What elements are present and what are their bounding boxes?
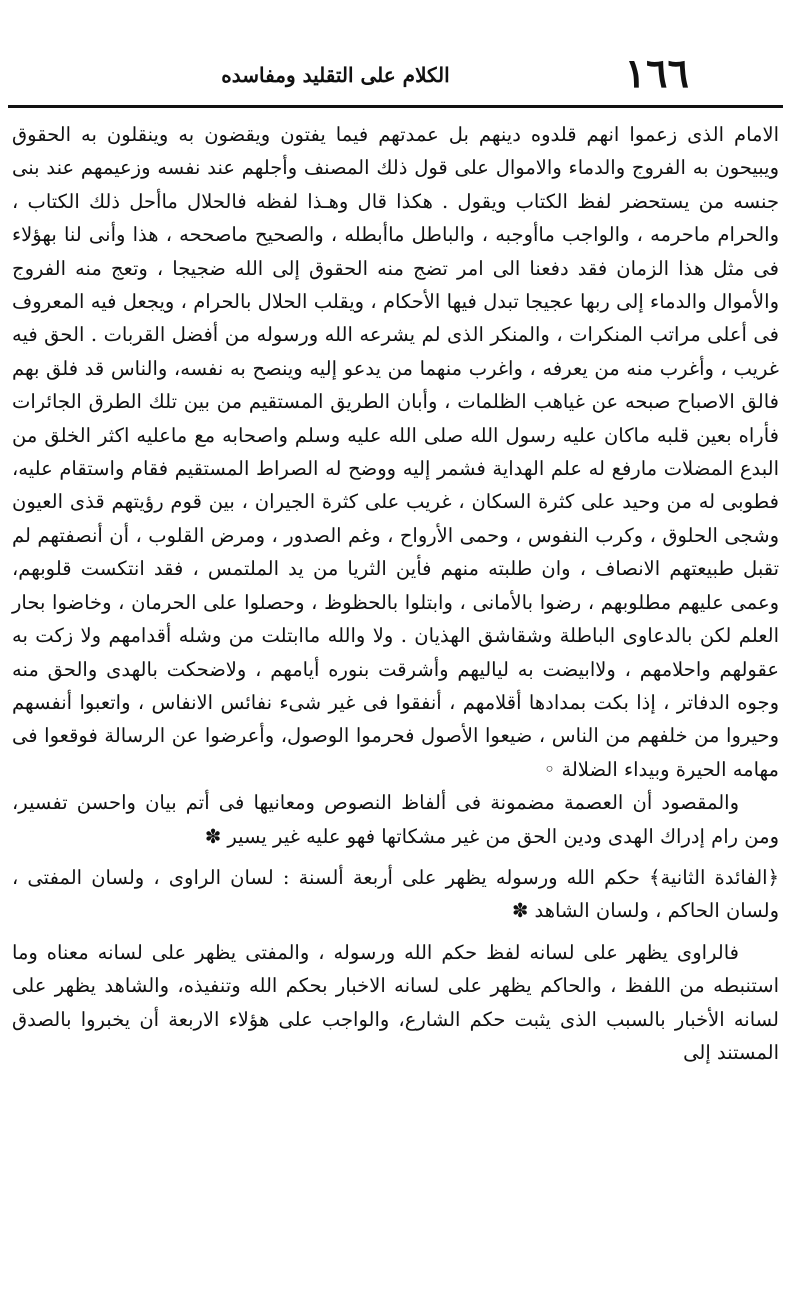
- running-title: الكلام على التقليد ومفاسده: [221, 63, 450, 87]
- section-heading-paragraph: ﴿الفائدة الثانية﴾ حكم الله ورسوله يظهر على أربعة ألسنة : لسان الراوى ، ولسان المفتى ، ولسان الحاكم ، ولسان الشاهد ✽: [12, 865, 779, 923]
- header-rule: [8, 105, 783, 108]
- page-body: [12, 118, 779, 1069]
- page-header: [10, 52, 781, 100]
- body-paragraph: الامام الذى زعموا انهم قلدوه دينهم بل عمدتهم فيما يفتون ويقضون به وينقلون به الحقوق ويبيحون به الفروج والدماء والاموال على قول ذلك المصنف وأجلهم عند نفسه وزعيمهم عند بنى جنسه من يستحضر لفظ الكتاب ويقول . هكذا قال وهـذا لفظه فالحلال ماأحل ذلك الكتاب ، والحرام ماحرمه ، والواجب ماأوجبه ، والباطل ماأبطله ، والصحيح ماصححه ، هذا وأنى لنا بهؤلاء فى مثل هذا الزمان فقد دفعنا الى امر تضج منه الحقوق إلى الله ضجيجا ، وتعج منه الفروج والأموال والدماء إلى ربها عجيجا تبدل فيها الأحكام ، ويقلب الحلال بالحرام ، ويجعل فيه المعروف فى أعلى مراتب المنكرات ، والمنكر الذى لم يشرعه الله ورسوله من أفضل القربات . الحق فيه غريب ، وأغرب منه من يعرفه ، واغرب منهما من يدعو إليه وينصح به نفسه، والناس قد فلق بهم فالق الاصباح صبحه عن غياهب الظلمات ، وأبان الطريق المستقيم من بين تلك الطرق الجائرات فأراه بعين قلبه ماكان عليه رسول الله صلى الله عليه وسلم واصحابه مع ماعليه اكثر الخلق من البدع المضلات مارفع له علم الهداية فشمر إليه ووضح له الصراط المستقيم فقام واستقام عليه، فطوبى له من وحيد على كثرة السكان ، غريب على كثرة الجيران ، بين قوم رؤيتهم قذى العيون وشجى الحلوق ، وكرب النفوس ، وحمى الأرواح ، وغم الصدور ، ومرض القلوب ، أن أنصفتهم لم تقبل طبيعتهم الانصاف ، وان طلبته منهم فأين الثريا من يد الملتمس ، فقد انتكست قلوبهم، وعمى عليهم مطلوبهم ، رضوا بالأمانى ، وابتلوا بالحظوظ ، وحصلوا على الحرمان ، وخاضوا بحار العلم لكن بالدعاوى الباطلة وشقاشق الهذيان . ولا والله ماابتلت من وشله أقدامهم ولا زكت به عقولهم واحلامهم ، ولاابيضت به لياليهم وأشرقت بنوره أيامهم ، ولاضحكت بالهدى والحق منه وجوه الدفاتر ، إذا بكت بمدادها أقلامهم ، أنفقوا فى غير شىء نفائس الانفاس ، واتعبوا أنفسهم وحيروا من خلفهم من الناس ، ضيعوا الأصول فحرموا الوصول، وأعرضوا عن الرسالة فوقعوا فى مهامه الحيرة وبيداء الضلالة ◦: [12, 123, 779, 781]
- body-paragraph: والمقصود أن العصمة مضمونة فى ألفاظ النصوص ومعانيها فى أتم بيان واحسن تفسير، ومن رام إدراك الهدى ودين الحق من غير مشكاتها فهو عليه غير يسير ✽: [12, 791, 779, 848]
- body-paragraph: فالراوى يظهر على لسانه لفظ حكم الله ورسوله ، والمفتى يظهر على لسانه معناه وما استنبطه من اللفظ ، والحاكم يظهر على لسانه الاخبار بحكم الله وتنفيذه، والشاهد يظهر على لسانه الأخبار بالسبب الذى يثبت حكم الشارع، والواجب على هؤلاء الاربعة أن يخبروا بالصدق المستند إلى: [12, 940, 779, 1064]
- paragraph-spacer: [12, 928, 779, 936]
- page-number: ١٦٦: [624, 50, 689, 97]
- paragraph-spacer: [12, 853, 779, 861]
